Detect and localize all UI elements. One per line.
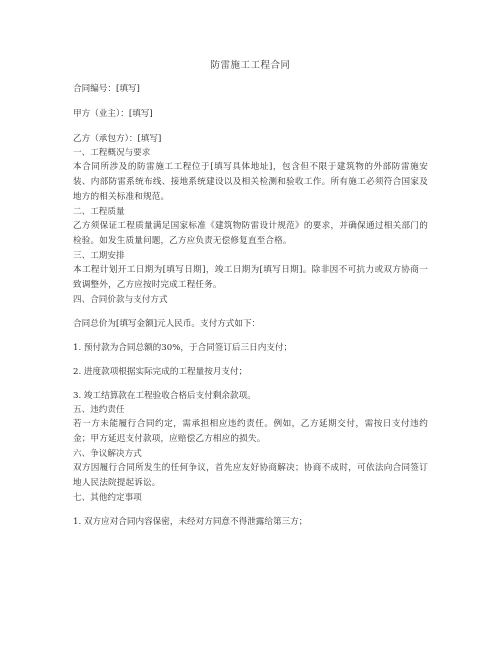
section-body-6: 双方因履行合同所发生的任何争议，首先应友好协商解决；协商不成时，可依法向合同签订地人民法院提起诉讼。 [73,463,428,488]
section-body-3: 本工程计划开工日期为[填写日期]，竣工日期为[填写日期]。除非因不可抗力或双方协商一致调整外，乙方应按时完成工程任务。 [73,265,428,290]
list-item: 1. 双方应对合同内容保密，未经对方同意不得泄露给第三方； [73,517,308,527]
party-b: 乙方（承包方）：[填写] [73,134,162,144]
section-heading-5: 五、违约责任 [73,405,125,415]
section-heading-6: 六、争议解决方式 [73,449,142,459]
list-item: 3. 竣工结算款在工程验收合格后支付剩余款项。 [73,391,256,401]
section-heading-1: 一、工程概况与要求 [73,148,151,158]
section-heading-2: 二、工程质量 [73,207,125,217]
section-heading-7: 七、其他约定事项 [73,493,142,503]
list-item: 2. 进度款项根据实际完成的工程量按月支付； [73,367,248,377]
list-item: 1. 预付款为合同总额的30%，于合同签订后三日内支付； [73,343,293,353]
document-title: 防雷施工工程合同 [210,60,291,71]
section-heading-4: 四、合同价款与支付方式 [73,295,168,305]
contract-number: 合同编号：[填写] [73,84,140,94]
section-body-5: 若一方未能履行合同约定，需承担相应违约责任。例如，乙方延期交付，需按日支付违约金；甲方延迟支付款项，应赔偿乙方相应的损失。 [73,419,428,444]
party-a: 甲方（业主）：[填写] [73,109,153,119]
section-intro-4: 合同总价为[填写金额]元人民币。支付方式如下： [73,319,261,329]
section-heading-3: 三、工期安排 [73,251,125,261]
section-body-1: 本合同所涉及的防雷施工工程位于[填写具体地址]，包含但不限于建筑物的外部防雷施安装、内部防雷系统布线、接地系统建设以及相关检测和验收工作。所有施工必须符合国家及地方的相关标准和规范。 [73,162,428,202]
section-body-2: 乙方须保证工程质量满足国家标准《建筑物防雷设计规范》的要求，并确保通过相关部门的检验。如发生质量问题，乙方应负责无偿修复直至合格。 [73,221,428,246]
